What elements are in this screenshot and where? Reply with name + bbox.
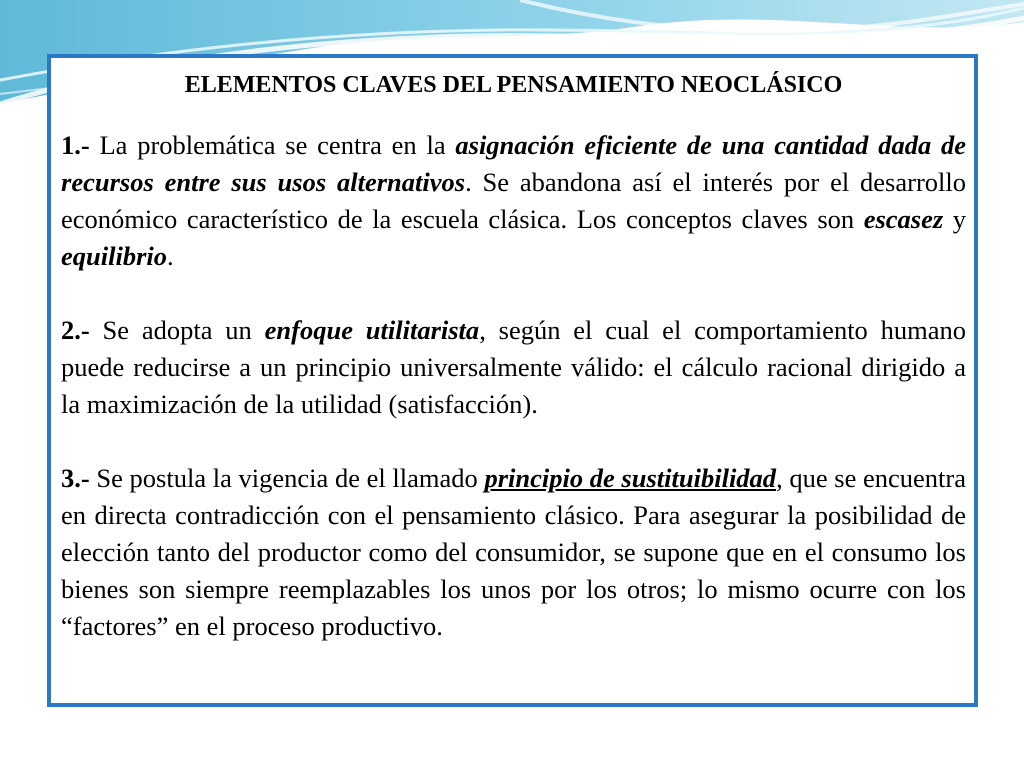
point-1 xyxy=(61,127,966,275)
point-1-emphasis: escasez xyxy=(863,204,944,234)
point-3-number: 3.- xyxy=(61,463,90,493)
point-1-text: . Se abandona así el interés por el desarrollo económico característico de la escuela clásica. Los conceptos claves son xyxy=(61,167,966,234)
point-2-emphasis: enfoque utilitarista xyxy=(264,315,480,345)
point-1-number: 1.- xyxy=(61,130,90,160)
point-3-emphasis: principio de sustituibilidad xyxy=(484,463,777,493)
point-2-text: , según el cual el comportamiento humano puede reducirse a un principio universalmente válido: el cálculo racional dirigido a la maximización de la utilidad (satisfacción). xyxy=(61,315,966,419)
point-1-emphasis: equilibrio xyxy=(61,241,168,271)
point-2-number: 2.- xyxy=(61,315,90,345)
content-box xyxy=(47,54,978,707)
paragraph-spacer xyxy=(61,423,966,460)
point-1-emphasis: asignación eficiente de una cantidad dada de recursos entre sus usos alternativos xyxy=(61,130,966,197)
point-1-text: La problemática se centra en la xyxy=(89,130,456,160)
point-3-text: Se postula la vigencia de el llamado xyxy=(89,463,485,493)
point-1-text: y xyxy=(943,204,967,234)
point-1-text: . xyxy=(167,241,174,271)
slide-title: ELEMENTOS CLAVES DEL PENSAMIENTO NEOCLÁSICO xyxy=(184,72,843,98)
paragraph-spacer xyxy=(61,275,966,312)
point-3-text: , que se encuentra en directa contradicción con el pensamiento clásico. Para asegurar la posibilidad de elección tanto del productor como del consumidor, se supone que en el consumo los bienes son siempre reemplazables los unos por los otros; lo mismo ocurre con los “factores” en el proceso productivo. xyxy=(61,463,966,641)
point-3 xyxy=(61,460,966,645)
point-2 xyxy=(61,312,966,423)
point-2-text: Se adopta un xyxy=(89,315,265,345)
